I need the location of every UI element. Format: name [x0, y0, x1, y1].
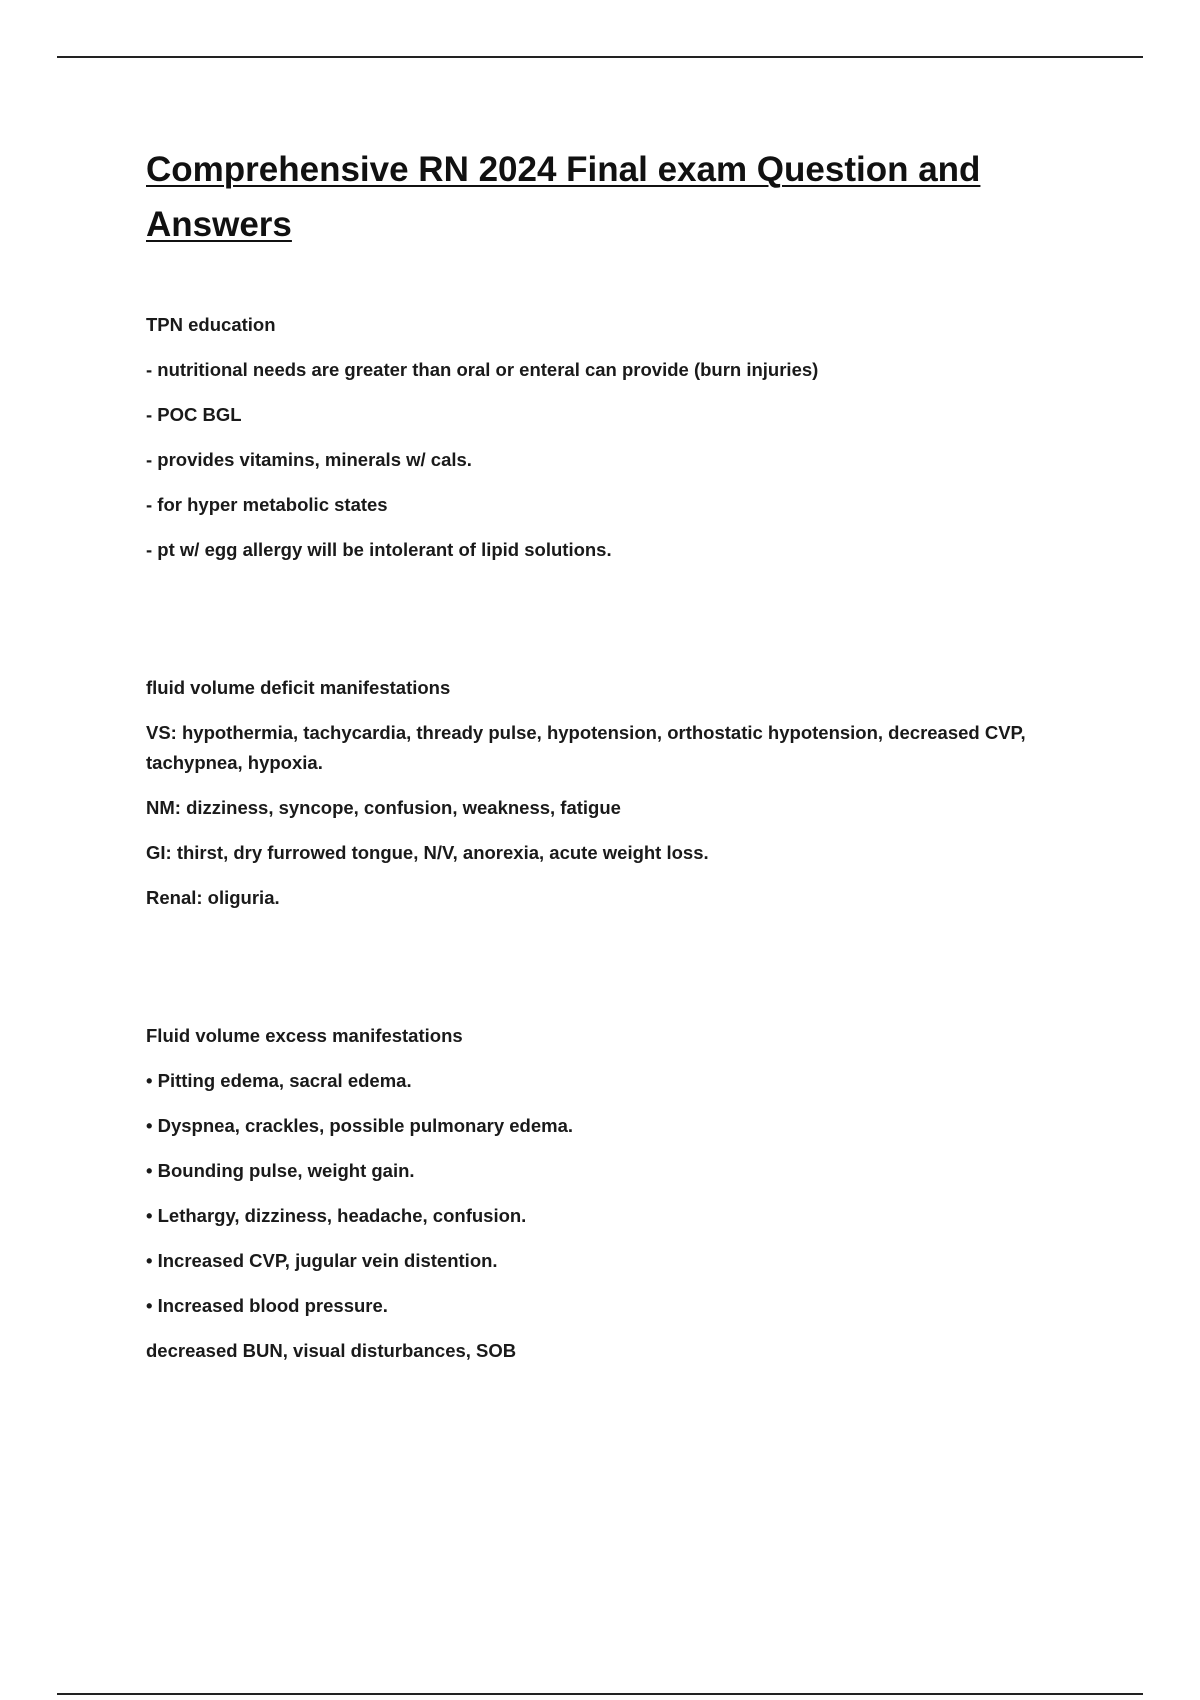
list-item: • Increased CVP, jugular vein distention.: [146, 1250, 498, 1271]
list-item: • Pitting edema, sacral edema.: [146, 1070, 412, 1091]
document-title: Comprehensive RN 2024 Final exam Question and Answers: [146, 150, 981, 244]
list-item: • Dyspnea, crackles, possible pulmonary edema.: [146, 1115, 574, 1136]
section-tpn-education: [146, 310, 1096, 580]
list-item: • Lethargy, dizziness, headache, confusion.: [146, 1205, 527, 1226]
list-item: - for hyper metabolic states: [146, 494, 388, 515]
section-heading: TPN education: [146, 314, 276, 335]
header-rule: [57, 56, 1143, 58]
list-item: decreased BUN, visual disturbances, SOB: [146, 1340, 517, 1361]
list-item: - pt w/ egg allergy will be intolerant of lipid solutions.: [146, 539, 612, 560]
list-item: GI: thirst, dry furrowed tongue, N/V, anorexia, acute weight loss.: [146, 842, 709, 863]
list-item: VS: hypothermia, tachycardia, thready pulse, hypotension, orthostatic hypotension, decreased CVP, tachypnea, hypoxia.: [146, 722, 1026, 773]
section-fluid-volume-deficit: [146, 673, 1096, 928]
section-heading: Fluid volume excess manifestations: [146, 1025, 463, 1046]
list-item: • Increased blood pressure.: [146, 1295, 388, 1316]
section-fluid-volume-excess: [146, 1021, 1096, 1381]
list-item: - nutritional needs are greater than oral or enteral can provide (burn injuries): [146, 359, 819, 380]
document-body: [146, 142, 1096, 1361]
section-heading: fluid volume deficit manifestations: [146, 677, 451, 698]
list-item: - POC BGL: [146, 404, 242, 425]
list-item: • Bounding pulse, weight gain.: [146, 1160, 415, 1181]
list-item: Renal: oliguria.: [146, 887, 280, 908]
footer-rule: [57, 1693, 1143, 1695]
list-item: NM: dizziness, syncope, confusion, weakness, fatigue: [146, 797, 621, 818]
list-item: - provides vitamins, minerals w/ cals.: [146, 449, 472, 470]
